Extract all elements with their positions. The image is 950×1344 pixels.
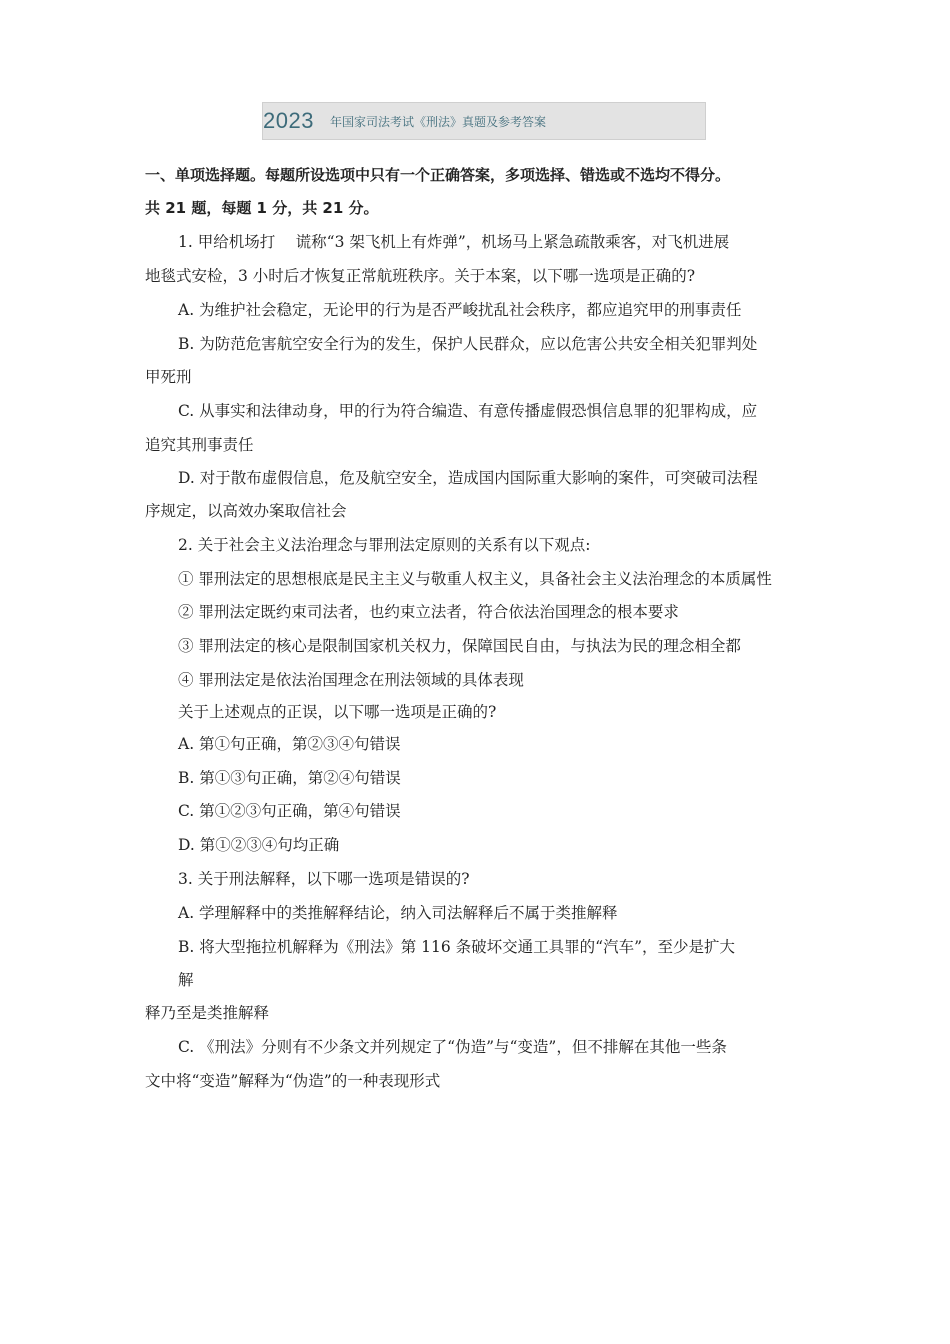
q1-option-d-line2: 序规定，以高效办案取信社会 (145, 502, 347, 520)
section-heading-line1: 一、单项选择题。每题所设选项中只有一个正确答案，多项选择、错选或不选均不得分。 (145, 166, 731, 184)
q1-stem-line1: 1. 甲给机场打 谎称“3 架飞机上有炸弹”，机场马上紧急疏散乘客，对飞机进展 (178, 233, 730, 251)
q2-point-4: ④ 罪刑法定是依法治国理念在刑法领域的具体表现 (178, 671, 524, 689)
q2-option-d: D. 第①②③④句均正确 (178, 836, 340, 854)
title-year: 2023 (263, 108, 314, 133)
title-text: 年国家司法考试《刑法》真题及参考答案 (329, 114, 546, 129)
q1-option-a: A. 为维护社会稳定，无论甲的行为是否严峻扰乱社会秩序，都应追究甲的刑事责任 (178, 301, 742, 319)
q2-question: 关于上述观点的正误，以下哪一选项是正确的? (178, 703, 497, 721)
q3-option-b-line1: B. 将大型拖拉机解释为《刑法》第 116 条破坏交通工具罪的“汽车”，至少是扩大 (178, 938, 736, 956)
q3-option-b-line2: 解 (178, 971, 194, 989)
q1-option-b-line2: 甲死刑 (145, 368, 192, 386)
section-heading-line2: 共 21 题，每题 1 分，共 21 分。 (145, 199, 379, 217)
q1-option-c-line1: C. 从事实和法律动身，甲的行为符合编造、有意传播虚假恐惧信息罪的犯罪构成，应 (178, 402, 758, 420)
q2-point-3: ③ 罪刑法定的核心是限制国家机关权力，保障国民自由，与执法为民的理念相全都 (178, 637, 741, 655)
q3-option-a: A. 学理解释中的类推解释结论，纳入司法解释后不属于类推解释 (178, 904, 618, 922)
q2-option-c: C. 第①②③句正确，第④句错误 (178, 802, 401, 820)
q2-stem: 2. 关于社会主义法治理念与罪刑法定原则的关系有以下观点: (178, 536, 591, 554)
q1-stem-line2: 地毯式安检，3 小时后才恢复正常航班秩序。关于本案，以下哪一选项是正确的? (145, 267, 696, 285)
document-title-banner (262, 102, 706, 140)
q3-option-c-line1: C. 《刑法》分则有不少条文并列规定了“伪造”与“变造”，但不排解在其他一些条 (178, 1038, 727, 1056)
q1-option-b-line1: B. 为防范危害航空安全行为的发生，保护人民群众，应以危害公共安全相关犯罪判处 (178, 335, 758, 353)
q1-option-c-line2: 追究其刑事责任 (145, 436, 254, 454)
q3-option-b-line3: 释乃至是类推解释 (145, 1004, 270, 1022)
q2-point-2: ② 罪刑法定既约束司法者，也约束立法者，符合依法治国理念的根本要求 (178, 603, 679, 621)
q3-option-c-line2: 文中将“变造”解释为“伪造”的一种表现形式 (145, 1072, 441, 1090)
q3-stem: 3. 关于刑法解释，以下哪一选项是错误的? (178, 870, 470, 888)
q2-option-a: A. 第①句正确，第②③④句错误 (178, 735, 401, 753)
q2-point-1: ① 罪刑法定的思想根底是民主主义与敬重人权主义，具备社会主义法治理念的本质属性 (178, 570, 772, 588)
q1-option-d-line1: D. 对于散布虚假信息，危及航空安全，造成国内国际重大影响的案件，可突破司法程 (178, 469, 758, 487)
q2-option-b: B. 第①③句正确，第②④句错误 (178, 769, 401, 787)
